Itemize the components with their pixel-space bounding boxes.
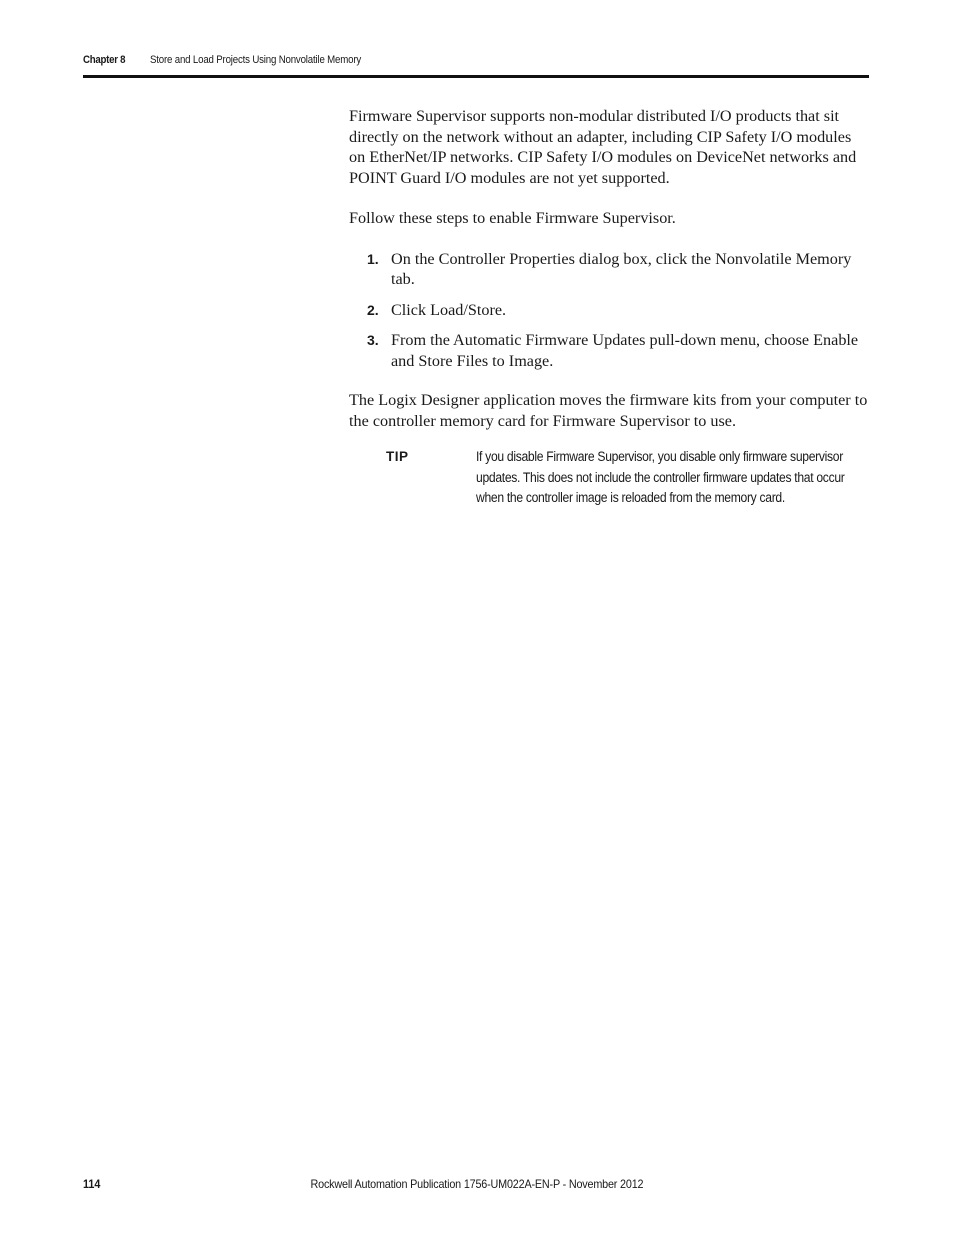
list-item	[349, 330, 871, 371]
closing-paragraph: The Logix Designer application moves the firmware kits from your computer to the controller memory card for Firmware Supervisor to use.	[349, 391, 868, 430]
tip-label: TIP	[386, 449, 409, 464]
publication-text: Rockwell Automation Publication 1756-UM022A-EN-P - November 2012	[310, 1177, 644, 1191]
intro-paragraph: Firmware Supervisor supports non-modular distributed I/O products that sit directly on the network without an adapter, including CIP Safety I/O modules on EtherNet/IP networks. CIP Safety I/O modules on DeviceNet networks and POINT Guard I/O modules are not yet supported.	[349, 107, 857, 187]
main-content	[349, 106, 871, 431]
footer-publication	[0, 1177, 954, 1191]
step-text: Click Load/Store.	[391, 300, 507, 319]
steps-list	[349, 249, 871, 372]
step-text: From the Automatic Firmware Updates pull-down menu, choose Enable and Store Files to Image.	[391, 331, 859, 370]
tip-text: If you disable Firmware Supervisor, you disable only firmware supervisor updates. This does not include the controller firmware updates that occur when the controller image is reloaded from the memory card.	[476, 449, 845, 505]
list-item	[349, 300, 871, 321]
step-number: 3.	[367, 332, 379, 348]
list-item	[349, 249, 871, 290]
page-number: 114	[83, 1177, 101, 1191]
chapter-title: Store and Load Projects Using Nonvolatile Memory	[150, 54, 362, 66]
chapter-label: Chapter 8	[83, 54, 126, 66]
page-header	[83, 52, 869, 76]
step-text: On the Controller Properties dialog box, click the Nonvolatile Memory tab.	[391, 249, 852, 288]
step-number: 2.	[367, 301, 379, 318]
step-number: 1.	[367, 250, 379, 267]
steps-intro-paragraph: Follow these steps to enable Firmware Supervisor.	[349, 209, 676, 227]
header-divider	[83, 75, 869, 78]
